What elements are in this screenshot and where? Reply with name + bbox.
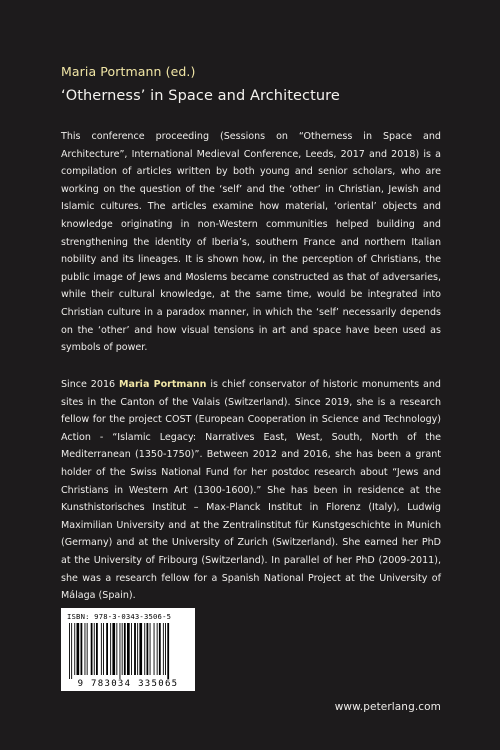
barcode-bar [94,623,95,675]
barcode-bar [124,623,126,675]
barcode-bar [74,623,75,675]
barcode-number: 9 783034 335065 [77,679,179,689]
barcode-bar [122,623,123,675]
author-bio [61,376,441,605]
barcode-bar [131,623,132,675]
barcode-bar [116,623,117,675]
barcode-bar [103,623,104,675]
barcode-bar [77,623,80,675]
barcode-bar [101,623,102,675]
barcode-bar [165,623,166,675]
book-title: ‘Otherness’ in Space and Architecture [61,88,340,104]
barcode-bar [96,623,98,675]
barcode-bar [163,623,164,675]
barcode-bar [157,623,158,675]
barcode-bar [91,623,93,675]
barcode-bar [127,623,130,675]
barcode-bars [67,623,189,679]
barcode [61,608,195,691]
barcode-bar [147,623,149,675]
barcode-bar [120,623,121,679]
barcode-bar [106,623,108,675]
barcode-bar [134,623,136,675]
barcode-bar [87,623,88,675]
barcode-bar [139,623,142,675]
isbn-label: ISBN: 978-3-0343-3506-5 [67,612,172,621]
barcode-bar [112,623,115,675]
barcode-bar [159,623,161,675]
barcode-bar [81,623,83,675]
barcode-bar [69,623,70,679]
barcode-bar [85,623,86,675]
editor-name: Maria Portmann (ed.) [61,64,196,79]
barcode-bar [144,623,145,675]
abstract-paragraph: This conference proceeding (Sessions on “Otherness in Space and Architecture”, International Medieval Conference, Leeds, 2017 and 2018) is a compilation of articles written by both young and senior scholars, who are working on the question of the ‘self’ and the ‘other’ in Christian, Jewish and Islamic cultures. The articles examine how material, ‘oriental’ objects and knowledge originating in non-Western communities helped building and strengthening the identity of Iberia’s, southern France and northern Italian nobility and its lineages. It is shown how, in the perception of Christians, the public image of Jews and Moslems became constructed as that of adversaries, while their cultural knowledge, at the same time, would be integrated into Christian culture in a paradox manner, in which the ‘self’ necessarily depends on the ‘other’ and how visual tensions in art and space have been used as symbols of power. [61,131,441,354]
bio-prefix: Since 2016 [61,379,120,390]
barcode-bar [137,623,138,675]
barcode-bar [150,623,151,675]
bio-author-name: Maria Portmann [119,379,207,390]
bio-text: is chief conservator of historic monuments and sites in the Canton of the Valais (Switzerland). Since 2019, she is a research fellow for the project COST (European Cooperation in Science and Technology) Action - “Islamic Legacy: Narratives East, West, South, North of the Mediterranean (1350-1750)”. Between 2012 and 2016, she has been a grant holder of the Swiss National Fund for her postdoc research about “Jews and Christians in Western Art (1300-1600).” She has been in residence at the Kunsthistorisches Institut – Max-Planck Institut in Florenz (Italy), Ludwig Maximilian University and at the Zentralinstitut für Kunstgeschichte in Munich (Germany) and at the University of Zurich (Switzerland). She earned her PhD at the University of Fribourg (Switzerland). In parallel of her PhD (2009-2011), she was a research fellow for a Spanish National Project at the University of Málaga (Spain). [61,379,441,602]
barcode-bar [110,623,111,675]
barcode-bar [154,623,155,675]
barcode-bar [167,623,169,679]
publisher-url: www.peterlang.com [334,701,441,713]
barcode-bar [71,623,72,679]
